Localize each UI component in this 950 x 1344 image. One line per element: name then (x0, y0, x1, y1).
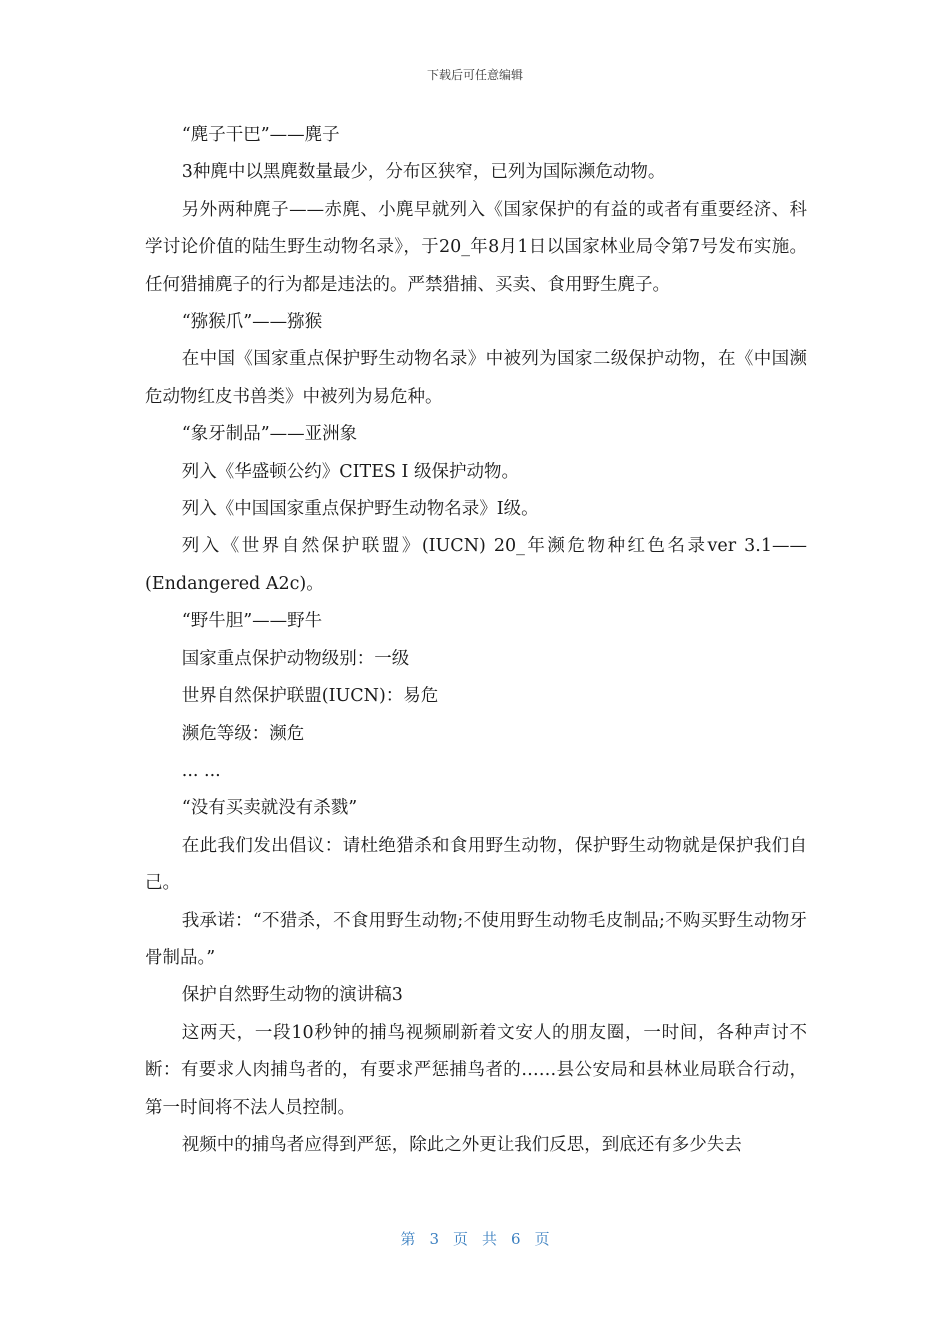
paragraph-ivory-china: 列入《中国国家重点保护野生动物名录》Ⅰ级。 (181, 499, 539, 520)
document-body (145, 117, 807, 1164)
paragraph-macaque-heading: “猕猴爪”——猕猴 (181, 312, 323, 333)
page-header: 下载后可任意编辑 (426, 68, 523, 82)
paragraph-ellipsis: ... ... (181, 760, 221, 781)
footer-total-word: 共 (482, 1230, 498, 1248)
footer-page-word: 第 (400, 1230, 416, 1248)
paragraph-macaque-status: 在中国《国家重点保护野生动物名录》中被列为国家二级保护动物，在《中国濒危动物红皮书兽类》中被列为易危种。 (145, 349, 807, 407)
paragraph-ivory-iucn: 列入《世界自然保护联盟》(IUCN) 20_年濒危物种红色名录ver 3.1——(Endangered A2c)。 (145, 536, 807, 594)
paragraph-ivory-heading: “象牙制品”——亚洲象 (181, 424, 358, 445)
paragraph-proposal: 在此我们发出倡议：请杜绝猎杀和食用野生动物，保护野生动物就是保护我们自己。 (145, 835, 807, 894)
paragraph-pledge: 我承诺：“不猎杀，不食用野生动物;不使用野生动物毛皮制品;不购买野生动物牙骨制品。” (145, 910, 807, 968)
paragraph-muntjac-species: 3种麂中以黑麂数量最少，分布区狭窄，已列为国际濒危动物。 (181, 162, 666, 183)
footer-total-label: 页 (534, 1230, 550, 1248)
paragraph-muntjac-heading: “麂子干巴”——麂子 (181, 125, 340, 145)
paragraph-slogan: “没有买卖就没有杀戮” (181, 798, 358, 819)
paragraph-bird-video: 这两天，一段10秒钟的捕鸟视频刷新着文安人的朋友圈，一时间，各种声讨不断：有要求人肉捕鸟者的，有要求严惩捕鸟者的……县公安局和县林业局联合行动，第一时间将不法人员控制。 (145, 1022, 807, 1118)
paragraph-speech-title: 保护自然野生动物的演讲稿3 (181, 985, 403, 1006)
paragraph-gaur-iucn: 世界自然保护联盟(IUCN)：易危 (181, 686, 439, 707)
paragraph-ivory-cites: 列入《华盛顿公约》CITES Ⅰ 级保护动物。 (181, 461, 520, 482)
page-footer (0, 1228, 950, 1249)
paragraph-gaur-endangered: 濒危等级：濒危 (181, 723, 305, 744)
paragraph-reflection: 视频中的捕鸟者应得到严惩，除此之外更让我们反思，到底还有多少失去 (181, 1134, 742, 1155)
footer-total-pages: 6 (511, 1230, 521, 1248)
footer-page-number: 3 (429, 1230, 439, 1248)
paragraph-muntjac-law: 另外两种麂子——赤麂、小麂早就列入《国家保护的有益的或者有重要经济、科学讨论价值的陆生野生动物名录》，于20_年8月1日以国家林业局令第7号发布实施。任何猎捕麂子的行为都是违法的。严禁猎捕、买卖、食用野生麂子。 (145, 199, 807, 295)
paragraph-gaur-heading: “野牛胆”——野牛 (181, 611, 323, 632)
paragraph-gaur-level: 国家重点保护动物级别：一级 (181, 648, 410, 669)
footer-page-label: 页 (452, 1230, 468, 1248)
